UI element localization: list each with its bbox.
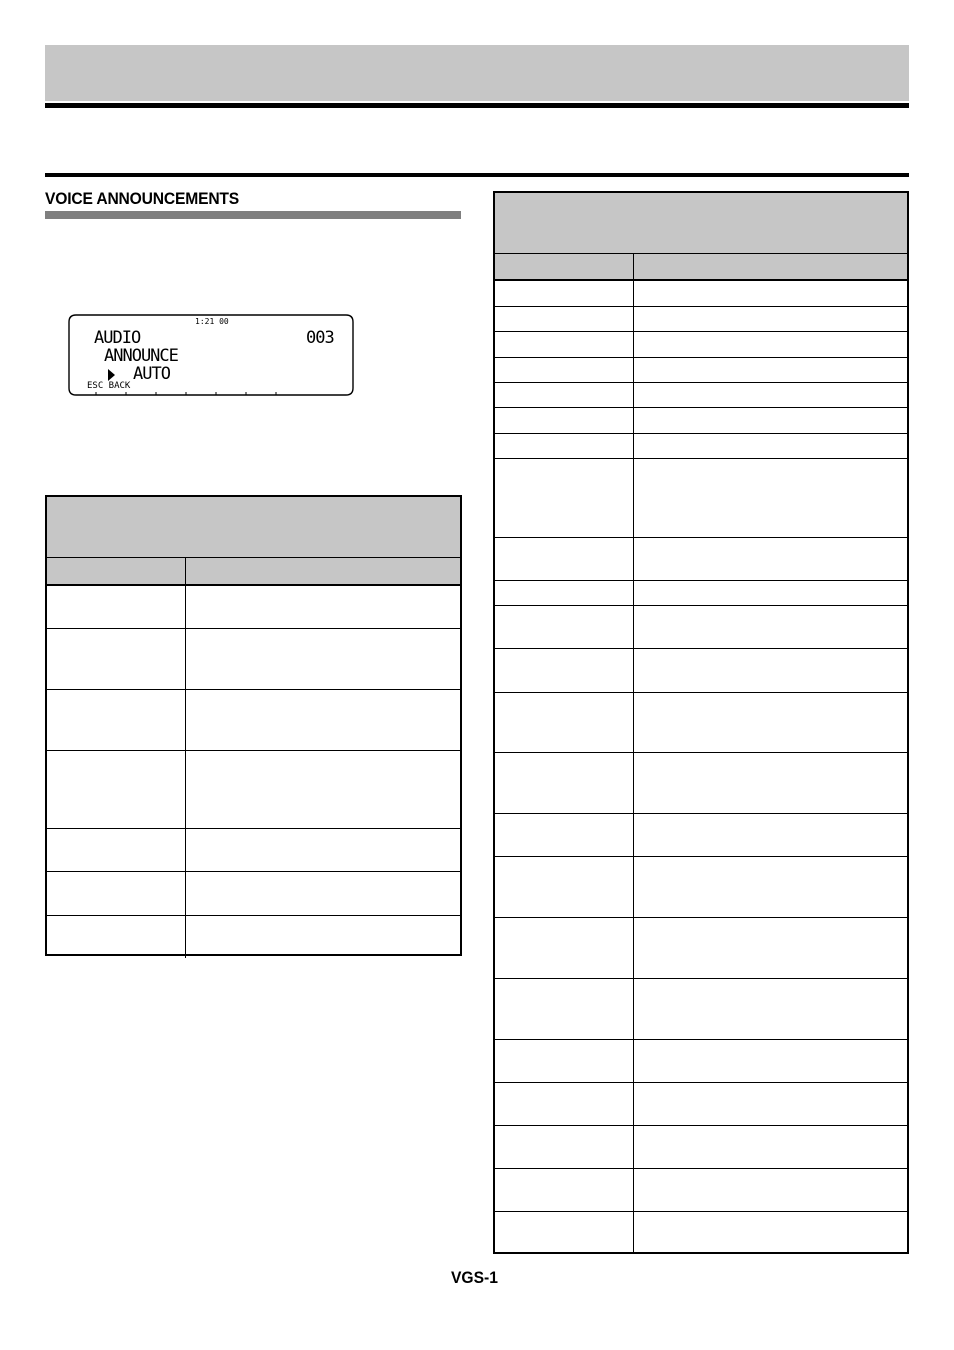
table-row (47, 751, 460, 829)
column-header-1 (495, 254, 634, 279)
table-row (495, 459, 907, 538)
heading-underline (45, 211, 461, 219)
announcement-table-right (493, 191, 909, 1254)
table-row (47, 829, 460, 872)
table-column-headers (495, 254, 907, 281)
table-row (495, 332, 907, 358)
header-band (45, 45, 909, 101)
table-row (495, 581, 907, 606)
column-header-2 (186, 558, 460, 584)
table-row (47, 586, 460, 629)
table-row (47, 690, 460, 751)
table-row (495, 649, 907, 693)
table-title-band (495, 193, 907, 254)
table-row (495, 857, 907, 918)
lcd-clock: 1:21 00 (195, 317, 229, 326)
table-row (495, 281, 907, 307)
table-row (495, 606, 907, 649)
lcd-menu-group: AUDIO (94, 328, 141, 348)
lcd-display (68, 314, 354, 396)
table-row (495, 408, 907, 434)
section-heading: VOICE ANNOUNCEMENTS (45, 189, 240, 208)
table-row (495, 979, 907, 1040)
lcd-menu-value: AUTO (133, 364, 170, 384)
table-row (495, 1126, 907, 1169)
table-row (47, 872, 460, 916)
selection-arrow-icon (108, 369, 115, 381)
lcd-menu-number: 003 (306, 328, 334, 348)
table-row (47, 916, 460, 958)
section-rule (45, 173, 909, 177)
column-header-2 (634, 254, 907, 279)
header-rule (45, 103, 909, 108)
table-row (495, 814, 907, 857)
table-row (495, 1169, 907, 1212)
page-number: VGS-1 (451, 1268, 498, 1287)
table-row (495, 753, 907, 814)
table-row (495, 1040, 907, 1083)
table-row (495, 918, 907, 979)
table-title-band (47, 497, 460, 558)
announcement-table-left (45, 495, 462, 956)
table-row (495, 538, 907, 581)
table-row (495, 307, 907, 332)
table-column-headers (47, 558, 460, 586)
table-row (495, 383, 907, 408)
table-row (495, 358, 907, 383)
table-row (495, 1083, 907, 1126)
lcd-soft-keys: ESC BACK (87, 381, 131, 391)
lcd-menu-item: ANNOUNCE (104, 346, 178, 366)
table-row (495, 434, 907, 459)
table-row (495, 693, 907, 753)
table-row (495, 1212, 907, 1253)
table-row (47, 629, 460, 690)
column-header-1 (47, 558, 186, 584)
